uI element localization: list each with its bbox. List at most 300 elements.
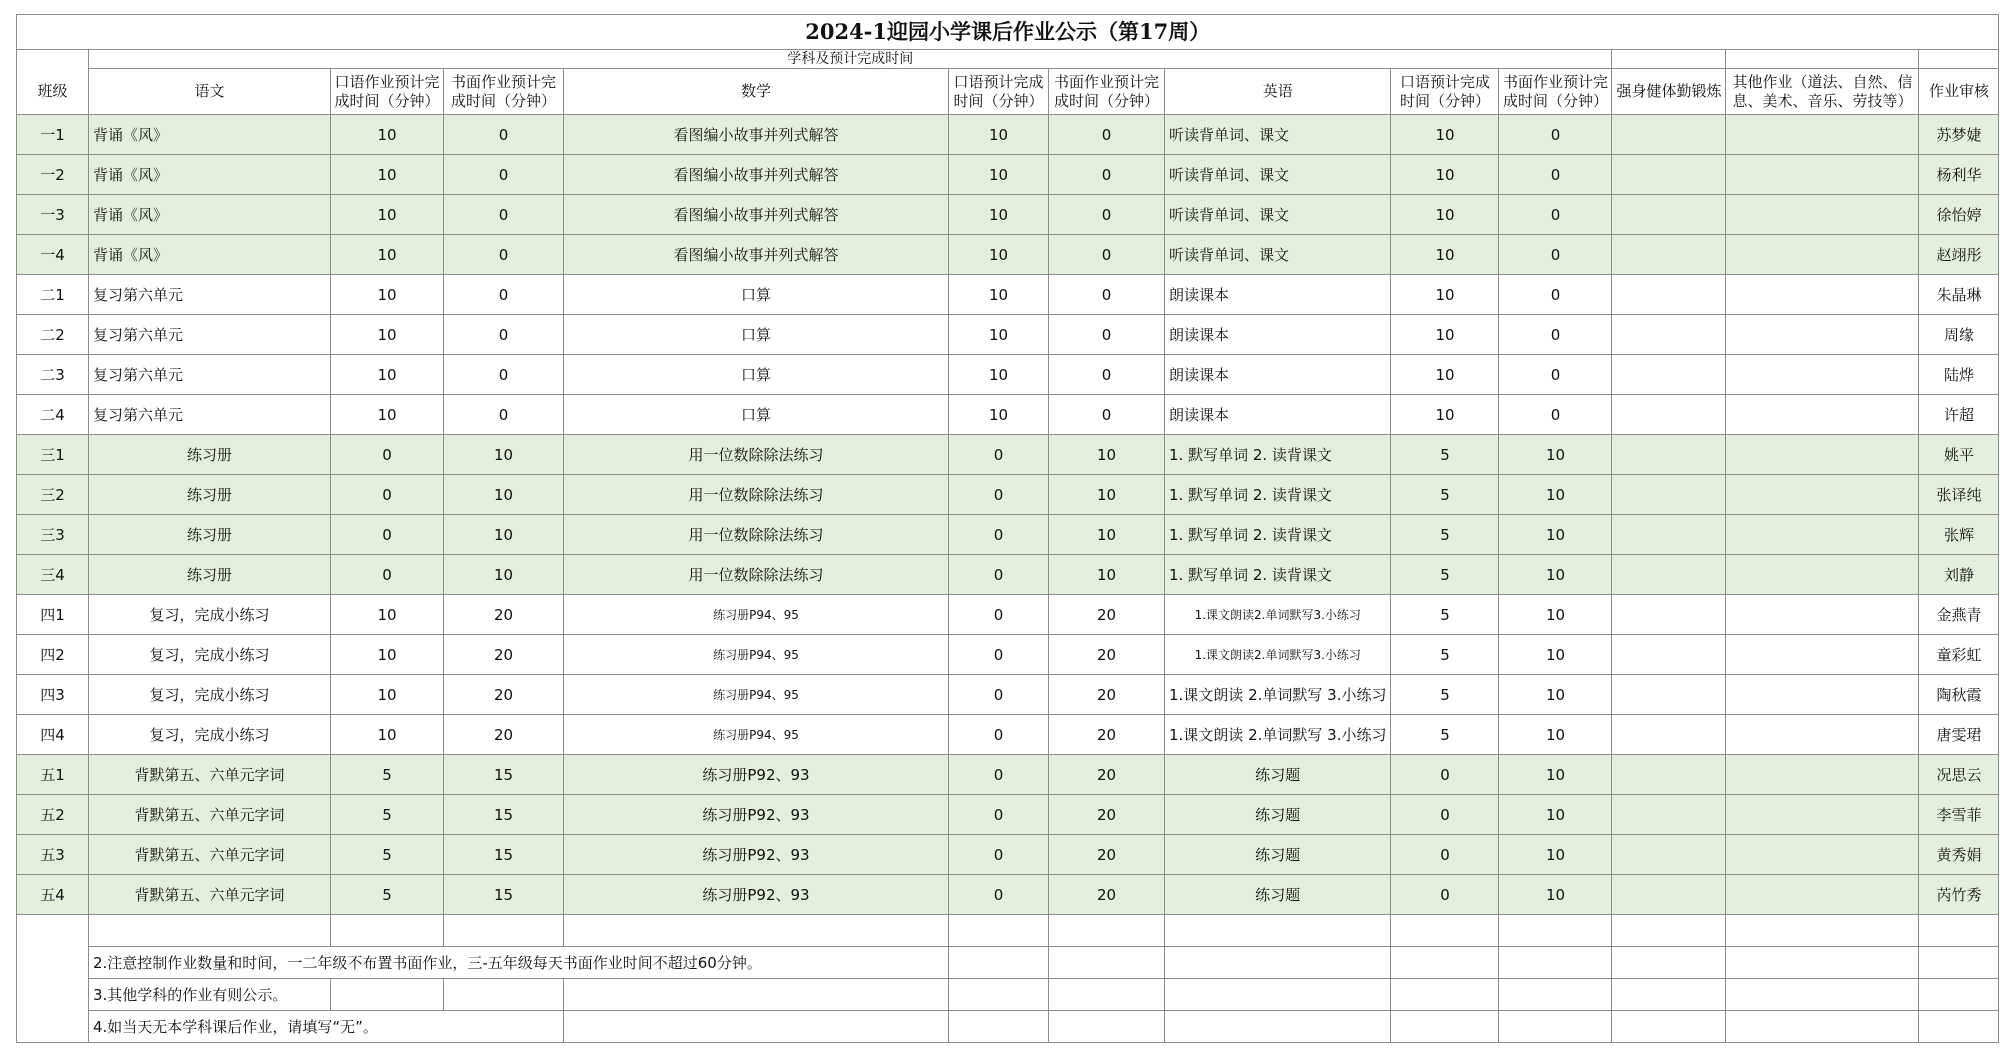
cell-math-written[interactable]: 10 [1049, 475, 1165, 515]
cell-other[interactable] [1726, 795, 1919, 835]
cell-english[interactable]: 朗读课本 [1165, 315, 1391, 355]
cell-other[interactable] [1726, 635, 1919, 675]
cell-math-written[interactable]: 0 [1049, 155, 1165, 195]
blank-cell[interactable] [331, 915, 444, 947]
cell-math[interactable]: 练习册P94、95 [564, 635, 949, 675]
blank-cell[interactable] [1612, 979, 1726, 1011]
cell-math-oral[interactable]: 0 [949, 475, 1049, 515]
cell-other[interactable] [1726, 115, 1919, 155]
cell-math-written[interactable]: 0 [1049, 195, 1165, 235]
cell-math-oral[interactable]: 10 [949, 395, 1049, 435]
cell-class[interactable]: 二1 [17, 275, 89, 315]
cell-math-written[interactable]: 20 [1049, 715, 1165, 755]
cell-reviewer[interactable]: 芮竹秀 [1919, 875, 1999, 915]
cell-chinese-written[interactable]: 15 [444, 755, 564, 795]
cell-class[interactable]: 五1 [17, 755, 89, 795]
cell-english-oral[interactable]: 5 [1391, 675, 1499, 715]
cell-math-oral[interactable]: 0 [949, 795, 1049, 835]
cell-math[interactable]: 用一位数除除法练习 [564, 555, 949, 595]
cell-math[interactable]: 看图编小故事并列式解答 [564, 115, 949, 155]
cell-math[interactable]: 用一位数除除法练习 [564, 515, 949, 555]
cell-math-written[interactable]: 20 [1049, 595, 1165, 635]
cell-class[interactable]: 三4 [17, 555, 89, 595]
cell-math[interactable]: 看图编小故事并列式解答 [564, 155, 949, 195]
blank-cell[interactable] [89, 915, 331, 947]
cell-english[interactable]: 1.课文朗读 2.单词默写 3.小练习 [1165, 675, 1391, 715]
cell-other[interactable] [1726, 275, 1919, 315]
blank-cell[interactable] [1165, 915, 1391, 947]
cell-chinese[interactable]: 背诵《风》 [89, 195, 331, 235]
cell-class[interactable]: 三1 [17, 435, 89, 475]
cell-english[interactable]: 1.课文朗读2.单词默写3.小练习 [1165, 635, 1391, 675]
cell-math[interactable]: 口算 [564, 355, 949, 395]
cell-math[interactable]: 口算 [564, 315, 949, 355]
cell-math-written[interactable]: 20 [1049, 795, 1165, 835]
cell-chinese-oral[interactable]: 5 [331, 835, 444, 875]
cell-other[interactable] [1726, 555, 1919, 595]
cell-english-written[interactable]: 10 [1499, 835, 1612, 875]
blank-cell[interactable] [1049, 947, 1165, 979]
cell-reviewer[interactable]: 张译纯 [1919, 475, 1999, 515]
cell-math[interactable]: 看图编小故事并列式解答 [564, 235, 949, 275]
cell-chinese-oral[interactable]: 0 [331, 555, 444, 595]
cell-math-written[interactable]: 0 [1049, 395, 1165, 435]
blank-cell[interactable] [564, 1011, 949, 1043]
cell-chinese-oral[interactable]: 10 [331, 155, 444, 195]
cell-math[interactable]: 练习册P92、93 [564, 755, 949, 795]
cell-english-oral[interactable]: 10 [1391, 315, 1499, 355]
cell-english-written[interactable]: 10 [1499, 875, 1612, 915]
cell-chinese[interactable]: 背默第五、六单元字词 [89, 875, 331, 915]
cell-english[interactable]: 朗读课本 [1165, 395, 1391, 435]
cell-english[interactable]: 听读背单词、课文 [1165, 195, 1391, 235]
cell-english-written[interactable]: 10 [1499, 515, 1612, 555]
cell-math[interactable]: 练习册P94、95 [564, 675, 949, 715]
blank-cell[interactable] [1612, 915, 1726, 947]
cell-pe[interactable] [1612, 515, 1726, 555]
cell-english-oral[interactable]: 5 [1391, 435, 1499, 475]
cell-math-oral[interactable]: 0 [949, 875, 1049, 915]
cell-english-oral[interactable]: 10 [1391, 195, 1499, 235]
blank-cell[interactable] [564, 979, 949, 1011]
cell-math[interactable]: 练习册P94、95 [564, 715, 949, 755]
cell-class[interactable]: 二2 [17, 315, 89, 355]
cell-chinese-oral[interactable]: 10 [331, 275, 444, 315]
cell-english-oral[interactable]: 0 [1391, 875, 1499, 915]
cell-math-oral[interactable]: 0 [949, 755, 1049, 795]
cell-chinese[interactable]: 复习第六单元 [89, 395, 331, 435]
cell-chinese-written[interactable]: 20 [444, 635, 564, 675]
cell-math-written[interactable]: 10 [1049, 515, 1165, 555]
cell-math[interactable]: 用一位数除除法练习 [564, 435, 949, 475]
cell-english-oral[interactable]: 10 [1391, 235, 1499, 275]
blank-cell[interactable] [1919, 947, 1999, 979]
cell-chinese-oral[interactable]: 5 [331, 875, 444, 915]
cell-other[interactable] [1726, 235, 1919, 275]
cell-english-oral[interactable]: 0 [1391, 795, 1499, 835]
cell-reviewer[interactable]: 唐雯珺 [1919, 715, 1999, 755]
cell-math-oral[interactable]: 0 [949, 835, 1049, 875]
cell-math[interactable]: 用一位数除除法练习 [564, 475, 949, 515]
blank-cell[interactable] [949, 947, 1049, 979]
cell-chinese-oral[interactable]: 10 [331, 395, 444, 435]
cell-class[interactable]: 五4 [17, 875, 89, 915]
cell-pe[interactable] [1612, 195, 1726, 235]
cell-chinese[interactable]: 背诵《风》 [89, 155, 331, 195]
cell-chinese-oral[interactable]: 10 [331, 635, 444, 675]
cell-reviewer[interactable]: 杨利华 [1919, 155, 1999, 195]
cell-class[interactable]: 二3 [17, 355, 89, 395]
blank-cell[interactable] [1726, 1011, 1919, 1043]
cell-chinese[interactable]: 复习，完成小练习 [89, 635, 331, 675]
cell-chinese-written[interactable]: 0 [444, 275, 564, 315]
cell-english-oral[interactable]: 5 [1391, 515, 1499, 555]
cell-reviewer[interactable]: 姚平 [1919, 435, 1999, 475]
cell-english[interactable]: 1. 默写单词 2. 读背课文 [1165, 515, 1391, 555]
cell-english[interactable]: 练习题 [1165, 835, 1391, 875]
cell-class[interactable]: 四4 [17, 715, 89, 755]
cell-chinese-written[interactable]: 10 [444, 435, 564, 475]
cell-chinese-oral[interactable]: 10 [331, 195, 444, 235]
cell-reviewer[interactable]: 黄秀娟 [1919, 835, 1999, 875]
blank-cell[interactable] [949, 979, 1049, 1011]
blank-cell[interactable] [1165, 1011, 1391, 1043]
cell-other[interactable] [1726, 395, 1919, 435]
cell-english-written[interactable]: 0 [1499, 235, 1612, 275]
cell-english[interactable]: 朗读课本 [1165, 355, 1391, 395]
cell-other[interactable] [1726, 315, 1919, 355]
cell-english-oral[interactable]: 10 [1391, 395, 1499, 435]
cell-class[interactable]: 四2 [17, 635, 89, 675]
cell-chinese[interactable]: 复习，完成小练习 [89, 595, 331, 635]
cell-math-written[interactable]: 20 [1049, 635, 1165, 675]
cell-reviewer[interactable]: 金燕青 [1919, 595, 1999, 635]
cell-english[interactable]: 听读背单词、课文 [1165, 155, 1391, 195]
cell-math-oral[interactable]: 10 [949, 155, 1049, 195]
cell-class[interactable]: 一4 [17, 235, 89, 275]
cell-other[interactable] [1726, 475, 1919, 515]
cell-math-oral[interactable]: 0 [949, 675, 1049, 715]
cell-pe[interactable] [1612, 675, 1726, 715]
cell-chinese-oral[interactable]: 10 [331, 315, 444, 355]
cell-math-oral[interactable]: 10 [949, 275, 1049, 315]
cell-chinese-written[interactable]: 0 [444, 235, 564, 275]
cell-other[interactable] [1726, 355, 1919, 395]
cell-english[interactable]: 1. 默写单词 2. 读背课文 [1165, 555, 1391, 595]
cell-pe[interactable] [1612, 635, 1726, 675]
blank-cell[interactable] [1499, 915, 1612, 947]
cell-math-oral[interactable]: 0 [949, 515, 1049, 555]
cell-english[interactable]: 听读背单词、课文 [1165, 235, 1391, 275]
cell-math-written[interactable]: 0 [1049, 235, 1165, 275]
cell-math-written[interactable]: 0 [1049, 275, 1165, 315]
cell-reviewer[interactable]: 童彩虹 [1919, 635, 1999, 675]
cell-chinese[interactable]: 练习册 [89, 555, 331, 595]
cell-english-written[interactable]: 10 [1499, 555, 1612, 595]
blank-cell[interactable] [1726, 979, 1919, 1011]
blank-cell[interactable] [444, 979, 564, 1011]
cell-english-oral[interactable]: 5 [1391, 475, 1499, 515]
cell-chinese-written[interactable]: 10 [444, 555, 564, 595]
cell-english-written[interactable]: 0 [1499, 355, 1612, 395]
cell-other[interactable] [1726, 755, 1919, 795]
cell-math[interactable]: 口算 [564, 395, 949, 435]
cell-chinese[interactable]: 背诵《风》 [89, 235, 331, 275]
cell-chinese-oral[interactable]: 0 [331, 435, 444, 475]
cell-other[interactable] [1726, 595, 1919, 635]
blank-cell[interactable] [1049, 1011, 1165, 1043]
cell-pe[interactable] [1612, 595, 1726, 635]
cell-class[interactable]: 一2 [17, 155, 89, 195]
cell-chinese-written[interactable]: 0 [444, 315, 564, 355]
cell-english[interactable]: 1.课文朗读 2.单词默写 3.小练习 [1165, 715, 1391, 755]
cell-english-written[interactable]: 10 [1499, 435, 1612, 475]
cell-math-written[interactable]: 20 [1049, 835, 1165, 875]
cell-pe[interactable] [1612, 115, 1726, 155]
cell-chinese-written[interactable]: 15 [444, 835, 564, 875]
cell-math[interactable]: 练习册P92、93 [564, 875, 949, 915]
cell-math[interactable]: 练习册P92、93 [564, 795, 949, 835]
cell-class[interactable]: 二4 [17, 395, 89, 435]
cell-reviewer[interactable]: 陆烨 [1919, 355, 1999, 395]
cell-chinese-written[interactable]: 15 [444, 875, 564, 915]
cell-english-written[interactable]: 0 [1499, 195, 1612, 235]
cell-english-written[interactable]: 10 [1499, 795, 1612, 835]
cell-chinese-oral[interactable]: 10 [331, 675, 444, 715]
cell-math-written[interactable]: 20 [1049, 755, 1165, 795]
cell-reviewer[interactable]: 李雪菲 [1919, 795, 1999, 835]
cell-math-oral[interactable]: 0 [949, 555, 1049, 595]
cell-english-oral[interactable]: 0 [1391, 755, 1499, 795]
cell-english-written[interactable]: 10 [1499, 635, 1612, 675]
cell-reviewer[interactable]: 苏梦婕 [1919, 115, 1999, 155]
cell-chinese-written[interactable]: 0 [444, 115, 564, 155]
cell-english[interactable]: 练习题 [1165, 755, 1391, 795]
cell-chinese-oral[interactable]: 0 [331, 515, 444, 555]
cell-chinese[interactable]: 练习册 [89, 475, 331, 515]
cell-english-written[interactable]: 0 [1499, 275, 1612, 315]
cell-chinese-written[interactable]: 20 [444, 715, 564, 755]
blank-cell[interactable] [564, 915, 949, 947]
blank-cell[interactable] [1165, 979, 1391, 1011]
blank-cell[interactable] [1165, 947, 1391, 979]
cell-other[interactable] [1726, 195, 1919, 235]
cell-class[interactable]: 五3 [17, 835, 89, 875]
cell-english-oral[interactable]: 10 [1391, 355, 1499, 395]
cell-pe[interactable] [1612, 435, 1726, 475]
blank-cell[interactable] [1049, 915, 1165, 947]
cell-english[interactable]: 练习题 [1165, 875, 1391, 915]
cell-math-oral[interactable]: 10 [949, 195, 1049, 235]
blank-cell[interactable] [1391, 915, 1499, 947]
cell-chinese[interactable]: 背诵《风》 [89, 115, 331, 155]
cell-chinese[interactable]: 复习第六单元 [89, 275, 331, 315]
cell-other[interactable] [1726, 435, 1919, 475]
cell-chinese[interactable]: 练习册 [89, 515, 331, 555]
cell-math-written[interactable]: 10 [1049, 435, 1165, 475]
blank-cell[interactable] [1499, 947, 1612, 979]
cell-class[interactable]: 四1 [17, 595, 89, 635]
blank-cell[interactable] [1499, 1011, 1612, 1043]
cell-pe[interactable] [1612, 795, 1726, 835]
cell-class[interactable]: 一3 [17, 195, 89, 235]
cell-chinese-oral[interactable]: 10 [331, 355, 444, 395]
blank-cell[interactable] [1726, 947, 1919, 979]
cell-english[interactable]: 听读背单词、课文 [1165, 115, 1391, 155]
cell-reviewer[interactable]: 朱晶琳 [1919, 275, 1999, 315]
cell-chinese-written[interactable]: 10 [444, 475, 564, 515]
blank-cell[interactable] [331, 979, 444, 1011]
blank-cell[interactable] [1391, 947, 1499, 979]
cell-english[interactable]: 1. 默写单词 2. 读背课文 [1165, 475, 1391, 515]
cell-pe[interactable] [1612, 835, 1726, 875]
cell-pe[interactable] [1612, 355, 1726, 395]
cell-chinese[interactable]: 复习第六单元 [89, 315, 331, 355]
cell-other[interactable] [1726, 835, 1919, 875]
cell-chinese[interactable]: 复习，完成小练习 [89, 715, 331, 755]
cell-math-oral[interactable]: 10 [949, 315, 1049, 355]
cell-pe[interactable] [1612, 875, 1726, 915]
cell-chinese[interactable]: 复习，完成小练习 [89, 675, 331, 715]
cell-pe[interactable] [1612, 315, 1726, 355]
cell-english-oral[interactable]: 5 [1391, 595, 1499, 635]
cell-math[interactable]: 口算 [564, 275, 949, 315]
cell-math-written[interactable]: 20 [1049, 875, 1165, 915]
cell-chinese[interactable]: 练习册 [89, 435, 331, 475]
cell-chinese[interactable]: 复习第六单元 [89, 355, 331, 395]
cell-math[interactable]: 练习册P94、95 [564, 595, 949, 635]
cell-math-oral[interactable]: 0 [949, 635, 1049, 675]
cell-reviewer[interactable]: 赵翊彤 [1919, 235, 1999, 275]
blank-cell[interactable] [1049, 979, 1165, 1011]
cell-chinese-oral[interactable]: 10 [331, 235, 444, 275]
cell-math-written[interactable]: 20 [1049, 675, 1165, 715]
blank-cell[interactable] [1499, 979, 1612, 1011]
blank-cell[interactable] [1391, 979, 1499, 1011]
blank-cell[interactable] [444, 915, 564, 947]
cell-chinese-written[interactable]: 10 [444, 515, 564, 555]
cell-english[interactable]: 朗读课本 [1165, 275, 1391, 315]
cell-math-oral[interactable]: 0 [949, 715, 1049, 755]
cell-other[interactable] [1726, 515, 1919, 555]
blank-cell[interactable] [1612, 1011, 1726, 1043]
cell-reviewer[interactable]: 张辉 [1919, 515, 1999, 555]
cell-math-oral[interactable]: 10 [949, 115, 1049, 155]
cell-class[interactable]: 一1 [17, 115, 89, 155]
cell-math-written[interactable]: 0 [1049, 315, 1165, 355]
cell-chinese-written[interactable]: 0 [444, 155, 564, 195]
cell-other[interactable] [1726, 675, 1919, 715]
cell-english-oral[interactable]: 5 [1391, 715, 1499, 755]
cell-english-written[interactable]: 10 [1499, 715, 1612, 755]
cell-chinese-written[interactable]: 0 [444, 355, 564, 395]
cell-class[interactable]: 三2 [17, 475, 89, 515]
cell-reviewer[interactable]: 刘静 [1919, 555, 1999, 595]
cell-english-oral[interactable]: 10 [1391, 275, 1499, 315]
cell-chinese[interactable]: 背默第五、六单元字词 [89, 795, 331, 835]
cell-english-oral[interactable]: 10 [1391, 155, 1499, 195]
blank-cell[interactable] [1919, 979, 1999, 1011]
cell-english-oral[interactable]: 5 [1391, 635, 1499, 675]
cell-english-written[interactable]: 10 [1499, 595, 1612, 635]
cell-chinese[interactable]: 背默第五、六单元字词 [89, 755, 331, 795]
cell-chinese-written[interactable]: 0 [444, 195, 564, 235]
cell-pe[interactable] [1612, 555, 1726, 595]
cell-chinese-written[interactable]: 20 [444, 595, 564, 635]
cell-pe[interactable] [1612, 155, 1726, 195]
cell-chinese-written[interactable]: 20 [444, 675, 564, 715]
cell-math[interactable]: 看图编小故事并列式解答 [564, 195, 949, 235]
cell-math-oral[interactable]: 10 [949, 235, 1049, 275]
cell-pe[interactable] [1612, 755, 1726, 795]
cell-math-oral[interactable]: 0 [949, 595, 1049, 635]
blank-cell[interactable] [1919, 1011, 1999, 1043]
cell-math-written[interactable]: 0 [1049, 355, 1165, 395]
blank-cell[interactable] [949, 1011, 1049, 1043]
cell-math-oral[interactable]: 0 [949, 435, 1049, 475]
cell-chinese-oral[interactable]: 10 [331, 115, 444, 155]
cell-other[interactable] [1726, 715, 1919, 755]
cell-chinese-written[interactable]: 15 [444, 795, 564, 835]
cell-math[interactable]: 练习册P92、93 [564, 835, 949, 875]
cell-chinese-oral[interactable]: 10 [331, 595, 444, 635]
blank-cell[interactable] [949, 915, 1049, 947]
cell-english[interactable]: 1.课文朗读2.单词默写3.小练习 [1165, 595, 1391, 635]
cell-pe[interactable] [1612, 275, 1726, 315]
cell-math-oral[interactable]: 10 [949, 355, 1049, 395]
cell-english-written[interactable]: 0 [1499, 315, 1612, 355]
cell-english-written[interactable]: 0 [1499, 155, 1612, 195]
cell-class[interactable]: 四3 [17, 675, 89, 715]
blank-cell[interactable] [1612, 947, 1726, 979]
cell-class[interactable]: 三3 [17, 515, 89, 555]
cell-chinese[interactable]: 背默第五、六单元字词 [89, 835, 331, 875]
cell-other[interactable] [1726, 875, 1919, 915]
cell-math-written[interactable]: 0 [1049, 115, 1165, 155]
cell-english-written[interactable]: 10 [1499, 755, 1612, 795]
cell-english-written[interactable]: 10 [1499, 475, 1612, 515]
cell-english-written[interactable]: 0 [1499, 395, 1612, 435]
cell-english[interactable]: 练习题 [1165, 795, 1391, 835]
blank-cell[interactable] [1391, 1011, 1499, 1043]
cell-other[interactable] [1726, 155, 1919, 195]
cell-english-oral[interactable]: 5 [1391, 555, 1499, 595]
blank-cell[interactable] [1919, 915, 1999, 947]
cell-reviewer[interactable]: 陶秋霞 [1919, 675, 1999, 715]
cell-english-oral[interactable]: 10 [1391, 115, 1499, 155]
cell-pe[interactable] [1612, 235, 1726, 275]
cell-english-oral[interactable]: 0 [1391, 835, 1499, 875]
cell-english-written[interactable]: 10 [1499, 675, 1612, 715]
cell-reviewer[interactable]: 徐怡婷 [1919, 195, 1999, 235]
cell-pe[interactable] [1612, 475, 1726, 515]
cell-chinese-oral[interactable]: 0 [331, 475, 444, 515]
cell-math-written[interactable]: 10 [1049, 555, 1165, 595]
cell-chinese-oral[interactable]: 5 [331, 755, 444, 795]
cell-english-written[interactable]: 0 [1499, 115, 1612, 155]
cell-reviewer[interactable]: 周缘 [1919, 315, 1999, 355]
cell-reviewer[interactable]: 况思云 [1919, 755, 1999, 795]
cell-reviewer[interactable]: 许超 [1919, 395, 1999, 435]
cell-english[interactable]: 1. 默写单词 2. 读背课文 [1165, 435, 1391, 475]
cell-chinese-oral[interactable]: 5 [331, 795, 444, 835]
cell-chinese-written[interactable]: 0 [444, 395, 564, 435]
blank-cell[interactable] [1726, 915, 1919, 947]
cell-chinese-oral[interactable]: 10 [331, 715, 444, 755]
cell-class[interactable]: 五2 [17, 795, 89, 835]
cell-pe[interactable] [1612, 715, 1726, 755]
cell-pe[interactable] [1612, 395, 1726, 435]
